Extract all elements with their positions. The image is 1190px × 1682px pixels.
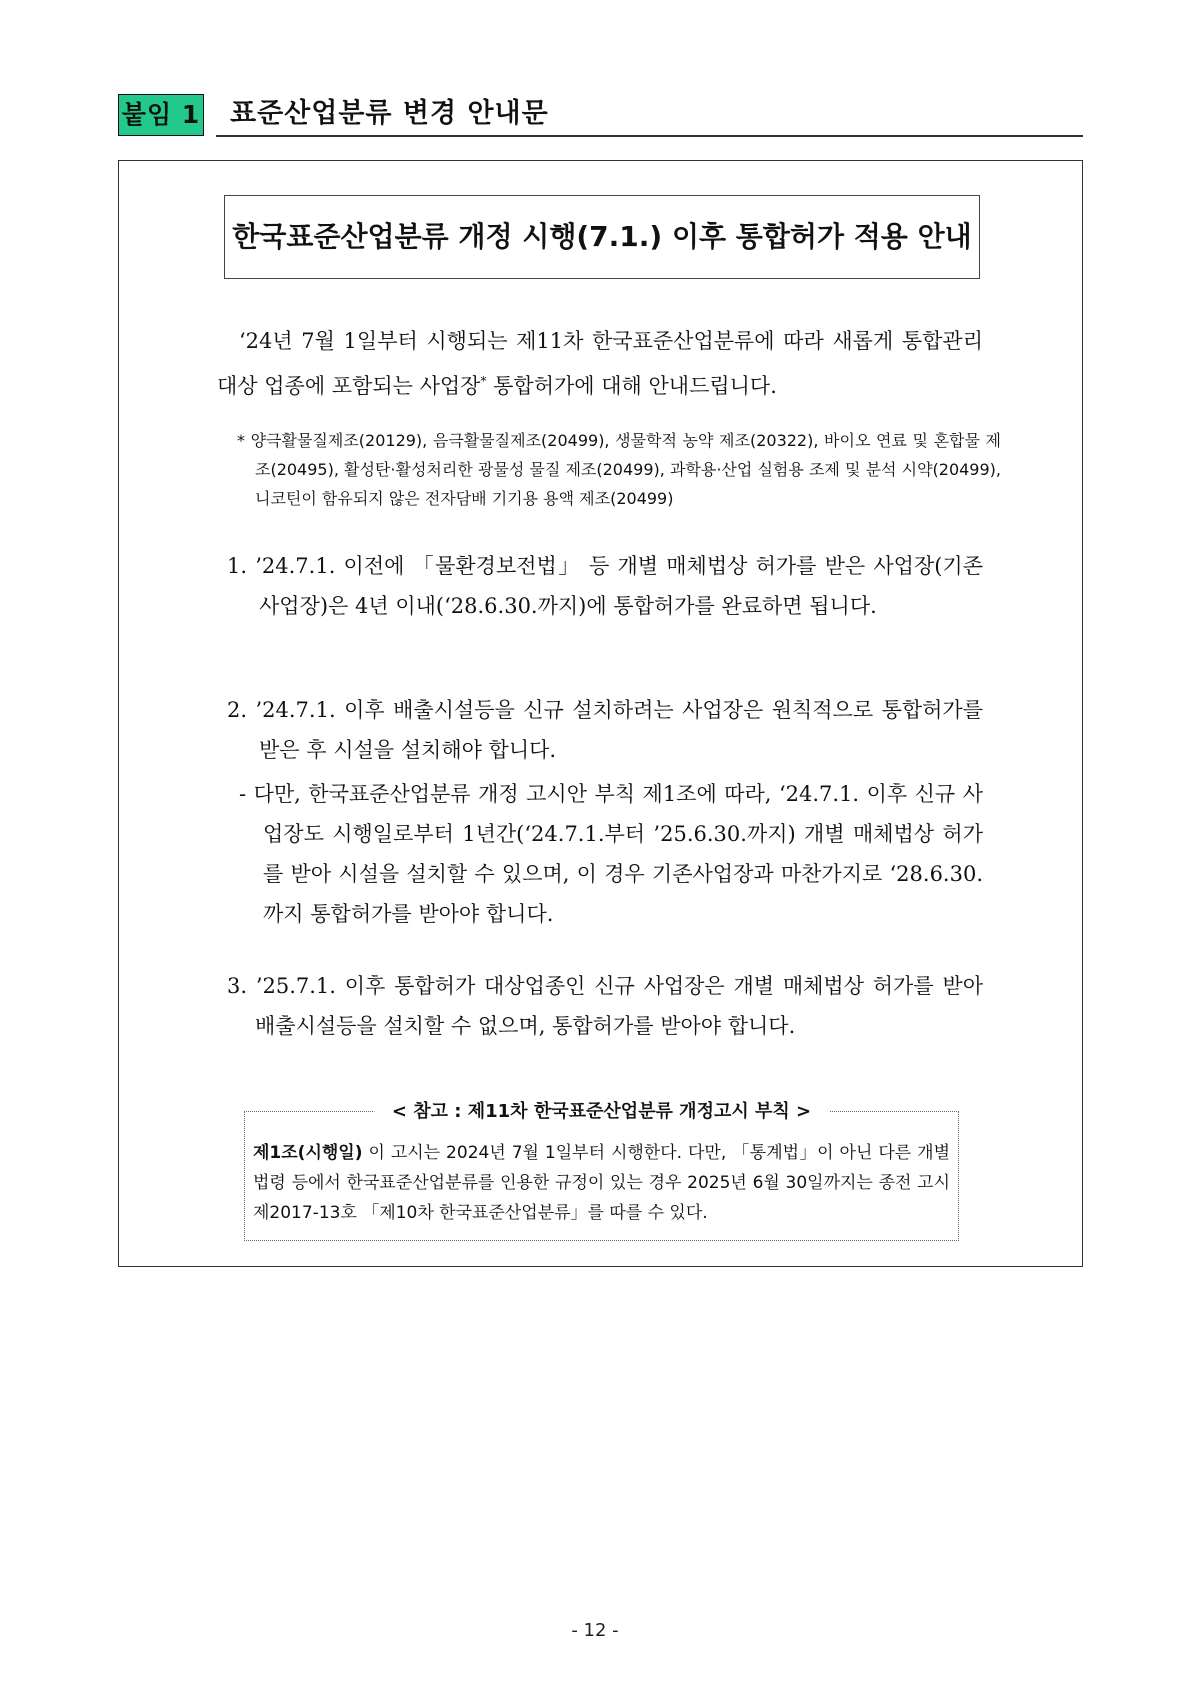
intro-text-tail: 통합허가에 대해 안내드립니다.	[486, 374, 777, 398]
reference-title: < 참고 : 제11차 한국표준산업분류 개정고시 부칙 >	[374, 1099, 829, 1125]
reference-article: 제1조(시행일)	[253, 1143, 363, 1163]
reference-box	[244, 1101, 959, 1241]
attachment-tag: 붙임 1	[118, 94, 204, 136]
notice-item-3: 3. ’25.7.1. 이후 통합허가 대상업종인 신규 사업장은 개별 매체법상 허가를 받아 배출시설등을 설치할 수 없으며, 통합허가를 받아야 합니다.	[227, 974, 983, 1038]
notice-intro	[217, 321, 983, 406]
intro-footnote-mark: *	[480, 374, 487, 388]
notice-frame	[118, 160, 1083, 1267]
header-rule	[216, 135, 1083, 137]
reference-text: 이 고시는 2024년 7월 1일부터 시행한다. 다만, 「통계법」이 아닌 다른 개별법령 등에서 한국표준산업분류를 인용한 규정이 있는 경우 2025년 6월 30일까지는 종전 고시 제2017-13호 「제10차 한국표준산업분류」를 따를 수 있다.	[253, 1143, 950, 1223]
attachment-title: 표준산업분류 변경 안내문	[230, 98, 549, 129]
reference-body	[253, 1138, 950, 1228]
notice-item-2: 2. ’24.7.1. 이후 배출시설등을 신규 설치하려는 사업장은 원칙적으로 통합허가를 받은 후 시설을 설치해야 합니다.	[227, 698, 983, 762]
notice-title: 한국표준산업분류 개정 시행(7.1.) 이후 통합허가 적용 안내	[224, 195, 980, 279]
notice-item-1: 1. ’24.7.1. 이전에 「물환경보전법」 등 개별 매체법상 허가를 받은 사업장(기존사업장)은 4년 이내(‘28.6.30.까지)에 통합허가를 완료하면 됩니다.	[227, 554, 983, 618]
notice-item-2-sub: - 다만, 한국표준산업분류 개정 고시안 부칙 제1조에 따라, ‘24.7.1. 이후 신규 사업장도 시행일로부터 1년간(‘24.7.1.부터 ’25.6.30.까지) 개별 매체법상 허가를 받아 시설을 설치할 수 있으며, 이 경우 기존사업장과 마찬가지로 ‘28.6.30.까지 통합허가를 받아야 합니다.	[239, 782, 983, 926]
intro-text: ‘24년 7월 1일부터 시행되는 제11차 한국표준산업분류에 따라 새롭게 통합관리 대상 업종에 포함되는 사업장	[217, 329, 983, 398]
attachment-header	[118, 94, 1083, 136]
footnote: * 양극활물질제조(20129), 음극활물질제조(20499), 생물학적 농약 제조(20322), 바이오 연료 및 혼합물 제조(20495), 활성탄·활성처리한 광물성 물질 제조(20499), 과학용·산업 실험용 조제 및 분석 시약(20499), 니코틴이 함유되지 않은 전자담배 기기용 용액 제조(20499)	[237, 431, 1001, 508]
page-number: - 12 -	[571, 1620, 619, 1641]
